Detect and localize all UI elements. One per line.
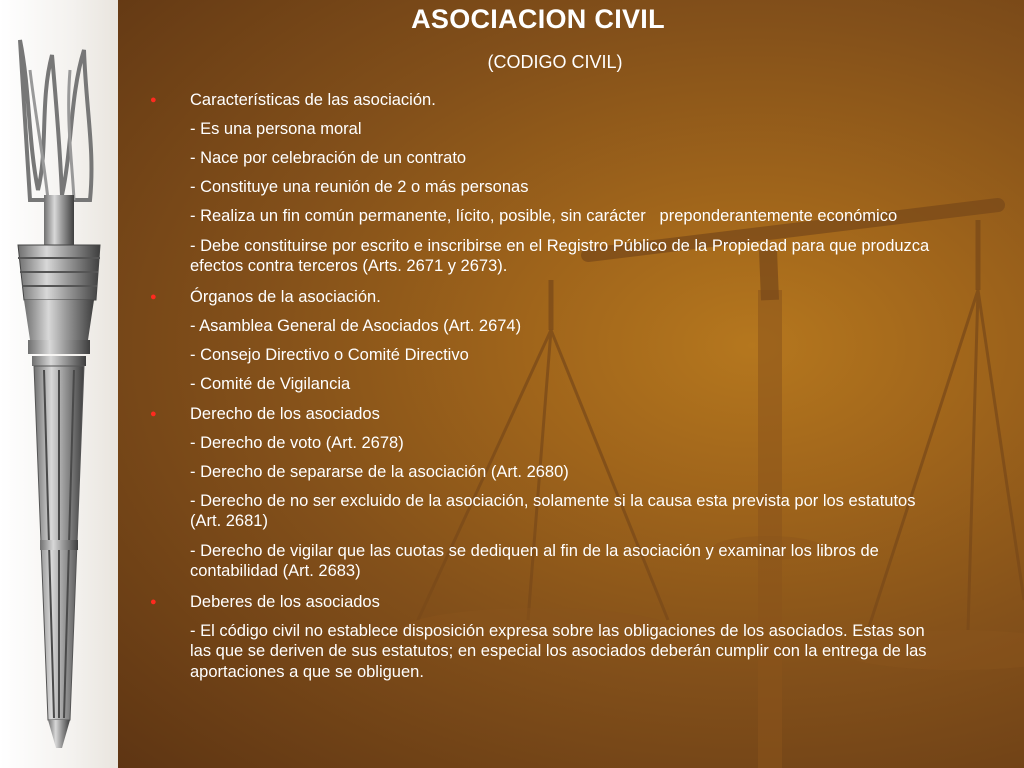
bullet-icon: ● [150, 94, 157, 106]
list-item: - Derecho de no ser excluido de la asociación, solamente si la causa esta prevista por los estatutos (Art. 2681) [190, 491, 916, 530]
section-heading: Órganos de la asociación. [190, 287, 381, 306]
list-item: - Debe constituirse por escrito e inscribirse en el Registro Público de la Propiedad para que produzca efectos contra terceros (Arts. 2671 y 2673). [190, 236, 930, 275]
section-derechos [150, 404, 960, 582]
bullet-icon: ● [150, 290, 157, 303]
list-item: - Consejo Directivo o Comité Directivo [190, 345, 469, 364]
list-item: - El código civil no establece disposición expresa sobre las obligaciones de los asociados. Estas son las que se deriven de sus estatutos; en especial los asociados deberán cumplir con la entrega de las aportaciones a que se obliguen. [190, 621, 927, 681]
bullet-icon: ● [150, 407, 157, 420]
list-item: - Realiza un fin común permanente, lícito, posible, sin carácter preponderantemente económico [190, 207, 898, 225]
section-organos [150, 287, 960, 394]
bullet-icon: ● [150, 595, 157, 608]
list-item: - Derecho de separarse de la asociación (Art. 2680) [190, 462, 569, 481]
section-deberes [150, 592, 960, 683]
page-subtitle: (CODIGO CIVIL) [487, 52, 623, 72]
list-item: - Constituye una reunión de 2 o más personas [190, 178, 529, 196]
list-item: - Derecho de voto (Art. 2678) [190, 433, 404, 452]
torch-icon [0, 0, 118, 768]
section-heading: Características de las asociación. [190, 91, 436, 109]
list-item: - Asamblea General de Asociados (Art. 2674) [190, 316, 522, 335]
left-decoration-panel [0, 0, 118, 768]
list-item: - Comité de Vigilancia [190, 374, 351, 393]
list-item: - Nace por celebración de un contrato [190, 149, 467, 167]
section-heading: Deberes de los asociados [190, 592, 380, 611]
page-title: ASOCIACION CIVIL [411, 4, 665, 34]
section-caracteristicas [150, 90, 960, 277]
content-body [150, 90, 960, 692]
list-item: - Derecho de vigilar que las cuotas se dediquen al fin de la asociación y examinar los libros de contabilidad (Art. 2683) [190, 541, 879, 580]
section-heading: Derecho de los asociados [190, 404, 380, 423]
list-item: - Es una persona moral [190, 120, 362, 138]
